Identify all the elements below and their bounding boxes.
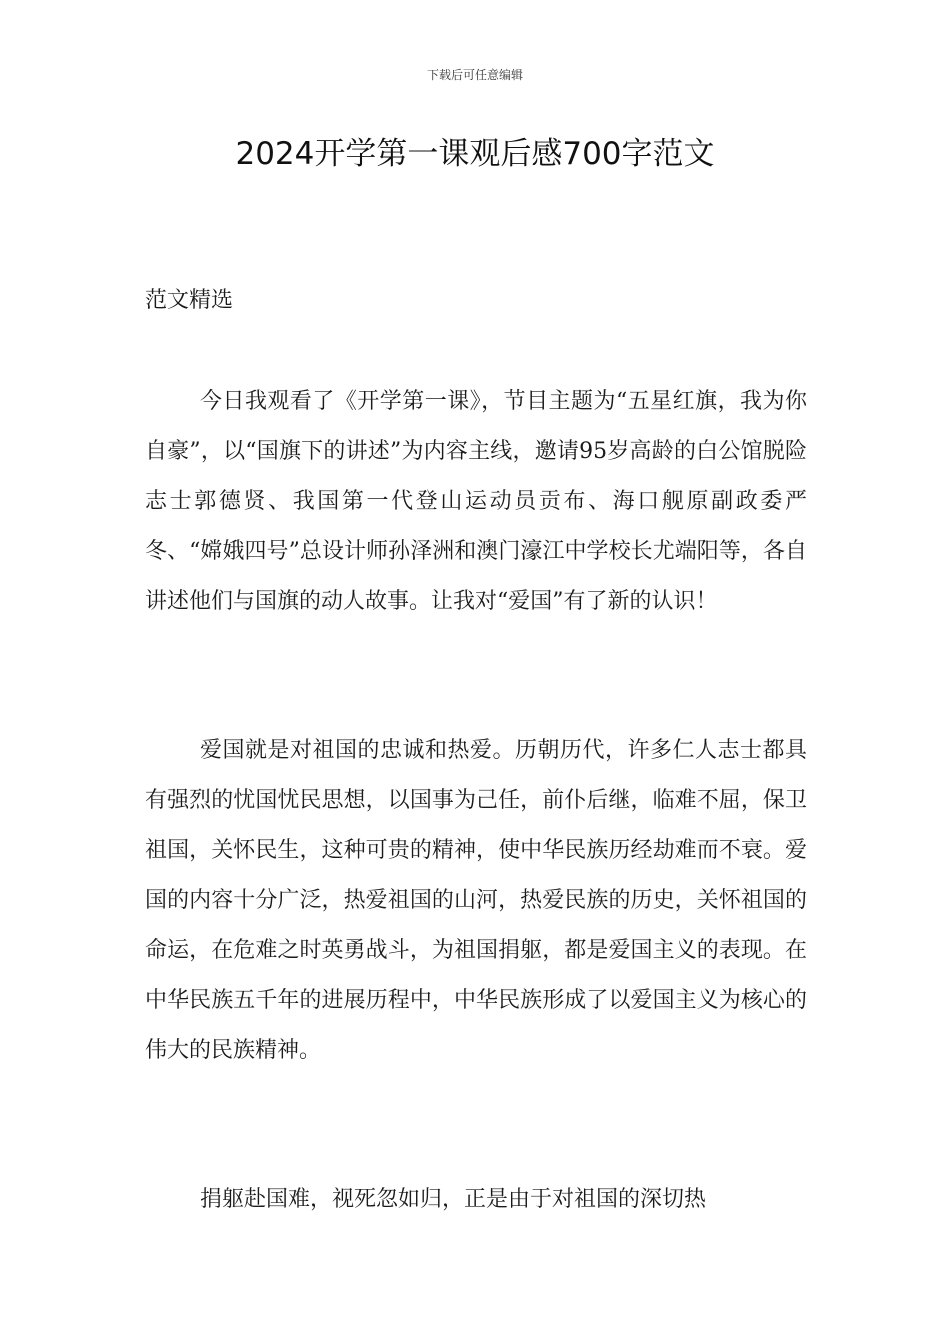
paragraph-1: 今日我观看了《开学第一课》，节目主题为“五星红旗，我为你自豪”，以“国旗下的讲述”为内容主线，邀请95岁高龄的白公馆脱险志士郭德贤、我国第一代登山运动员贡布、海口舰原副政委严冬、“嫦娥四号”总设计师孙泽洲和澳门濠江中学校长尤端阳等，各自讲述他们与国旗的动人故事。让我对“爱国”有了新的认识！ <box>145 389 807 614</box>
section-label: 范文精选 <box>145 288 234 313</box>
paragraph-3: 捐躯赴国难，视死忽如归，正是由于对祖国的深切热 <box>200 1187 707 1212</box>
document-title: 2024开学第一课观后感700字范文 <box>235 136 715 172</box>
paragraph-2: 爱国就是对祖国的忠诚和热爱。历朝历代，许多仁人志士都具有强烈的忧国忧民思想，以国事为己任，前仆后继，临难不屈，保卫祖国，关怀民生，这种可贵的精神，使中华民族历经劫难而不衰。爱国的内容十分广泛，热爱祖国的山河，热爱民族的历史，关怀祖国的命运，在危难之时英勇战斗，为祖国捐躯，都是爱国主义的表现。在中华民族五千年的进展历程中，中华民族形成了以爱国主义为核心的伟大的民族精神。 <box>145 738 807 1063</box>
header-note: 下载后可任意编辑 <box>426 68 523 82</box>
